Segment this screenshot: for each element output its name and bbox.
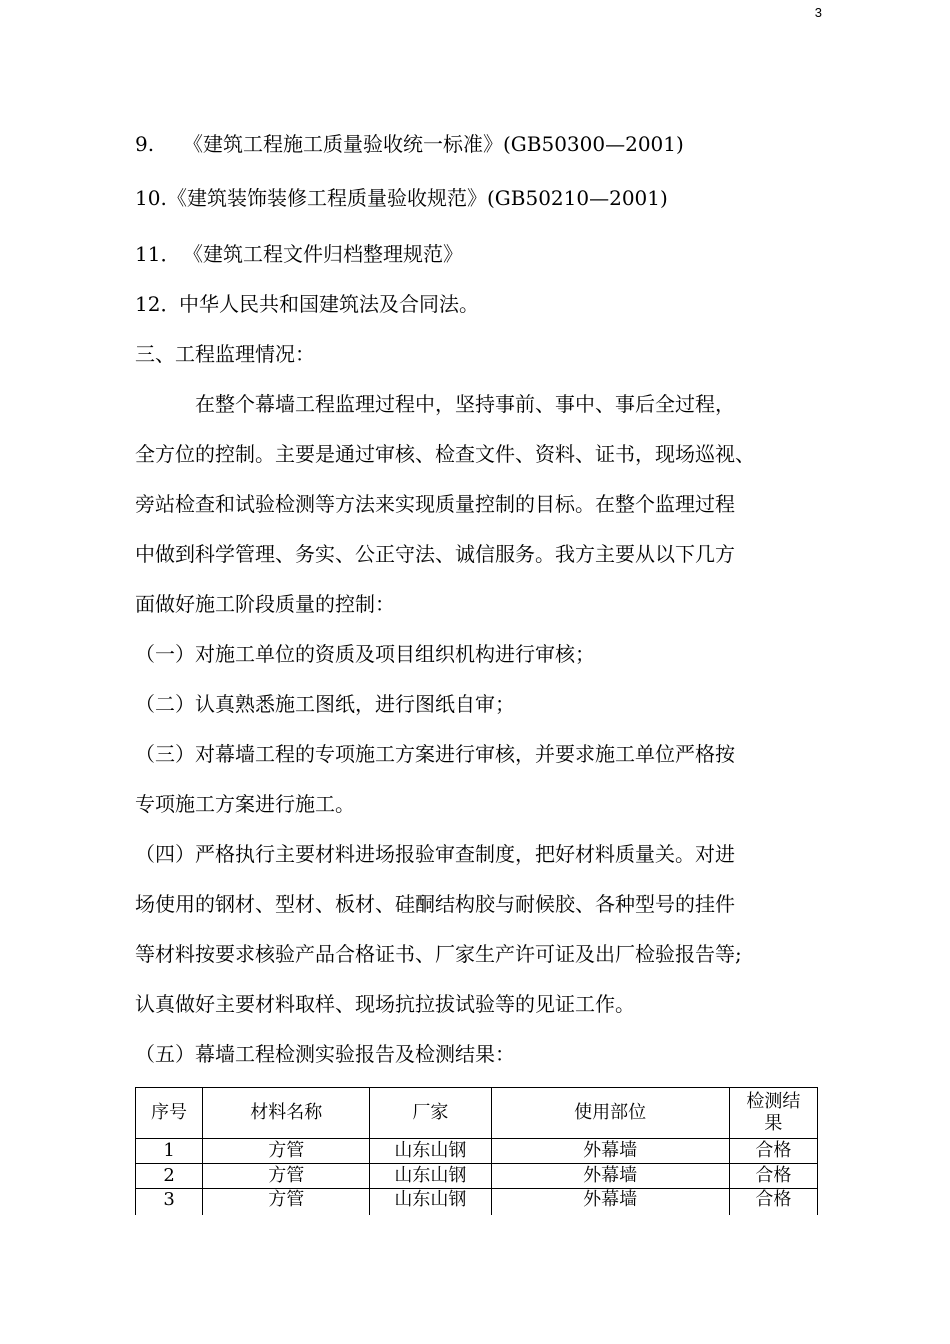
standard-item-12 [135, 290, 479, 318]
header-manufacturer: 厂家 [370, 1088, 491, 1139]
standard-item-10 [135, 184, 668, 212]
table-row [136, 1189, 818, 1216]
list-number: 10. [135, 186, 167, 210]
header-material: 材料名称 [203, 1088, 370, 1139]
test-results-table [135, 1087, 818, 1215]
paragraph-line: 全方位的控制。主要是通过审核、检查文件、资料、证书，现场巡视、 [135, 442, 755, 466]
measure-item-5: （五）幕墙工程检测实验报告及检测结果： [135, 1042, 515, 1066]
standard-item-9 [135, 130, 684, 158]
header-result-label: 检测结果 [746, 1091, 801, 1134]
measure-item-3-continued: 专项施工方案进行施工。 [135, 792, 355, 816]
cell-manufacturer: 山东山钢 [370, 1164, 491, 1189]
page-number: 3 [814, 5, 822, 20]
cell-material: 方管 [203, 1164, 370, 1189]
paragraph-line: 在整个幕墙工程监理过程中，坚持事前、事中、事后全过程， [195, 392, 735, 416]
measure-item-1: （一）对施工单位的资质及项目组织机构进行审核； [135, 642, 595, 666]
measure-item-2: （二）认真熟悉施工图纸，进行图纸自审； [135, 692, 515, 716]
cell-result: 合格 [729, 1189, 817, 1216]
cell-location: 外幕墙 [491, 1139, 729, 1164]
cell-manufacturer: 山东山钢 [370, 1139, 491, 1164]
list-number: 9. [135, 132, 155, 156]
measure-item-4-continued: 认真做好主要材料取样、现场抗拉拔试验等的见证工作。 [135, 992, 635, 1016]
measure-item-4-continued: 等材料按要求核验产品合格证书、厂家生产许可证及出厂检验报告等; [135, 942, 742, 966]
list-number: 12． [135, 292, 181, 316]
section-heading: 三、工程监理情况： [135, 342, 315, 366]
cell-material: 方管 [203, 1189, 370, 1216]
list-text: 《建筑工程文件归档整理规范》 [183, 242, 463, 266]
cell-seq: 1 [136, 1139, 203, 1164]
table-row [136, 1164, 818, 1189]
table-row [136, 1139, 818, 1164]
paragraph-line: 面做好施工阶段质量的控制： [135, 592, 395, 616]
cell-result: 合格 [729, 1139, 817, 1164]
measure-item-3: （三）对幕墙工程的专项施工方案进行审核，并要求施工单位严格按 [135, 742, 735, 766]
cell-result: 合格 [729, 1164, 817, 1189]
measure-item-4: （四）严格执行主要材料进场报验审查制度，把好材料质量关。对进 [135, 842, 735, 866]
cell-location: 外幕墙 [491, 1164, 729, 1189]
cell-material: 方管 [203, 1139, 370, 1164]
list-text: 中华人民共和国建筑法及合同法。 [179, 292, 479, 316]
cell-location: 外幕墙 [491, 1189, 729, 1216]
measure-item-4-continued: 场使用的钢材、型材、板材、硅酮结构胶与耐候胶、各种型号的挂件 [135, 892, 735, 916]
cell-seq: 2 [136, 1164, 203, 1189]
header-location: 使用部位 [491, 1088, 729, 1139]
table-header-row [136, 1088, 818, 1139]
header-result [729, 1088, 817, 1139]
paragraph-line: 中做到科学管理、务实、公正守法、诚信服务。我方主要从以下几方 [135, 542, 735, 566]
cell-manufacturer: 山东山钢 [370, 1189, 491, 1216]
header-seq: 序号 [136, 1088, 203, 1139]
list-number: 11． [135, 242, 181, 266]
paragraph-line: 旁站检查和试验检测等方法来实现质量控制的目标。在整个监理过程 [135, 492, 735, 516]
standard-item-11 [135, 240, 463, 268]
cell-seq: 3 [136, 1189, 203, 1216]
list-text: 《建筑工程施工质量验收统一标准》(GB50300—2001) [183, 132, 684, 156]
list-text: 《建筑装饰装修工程质量验收规范》(GB50210—2001) [167, 186, 668, 210]
